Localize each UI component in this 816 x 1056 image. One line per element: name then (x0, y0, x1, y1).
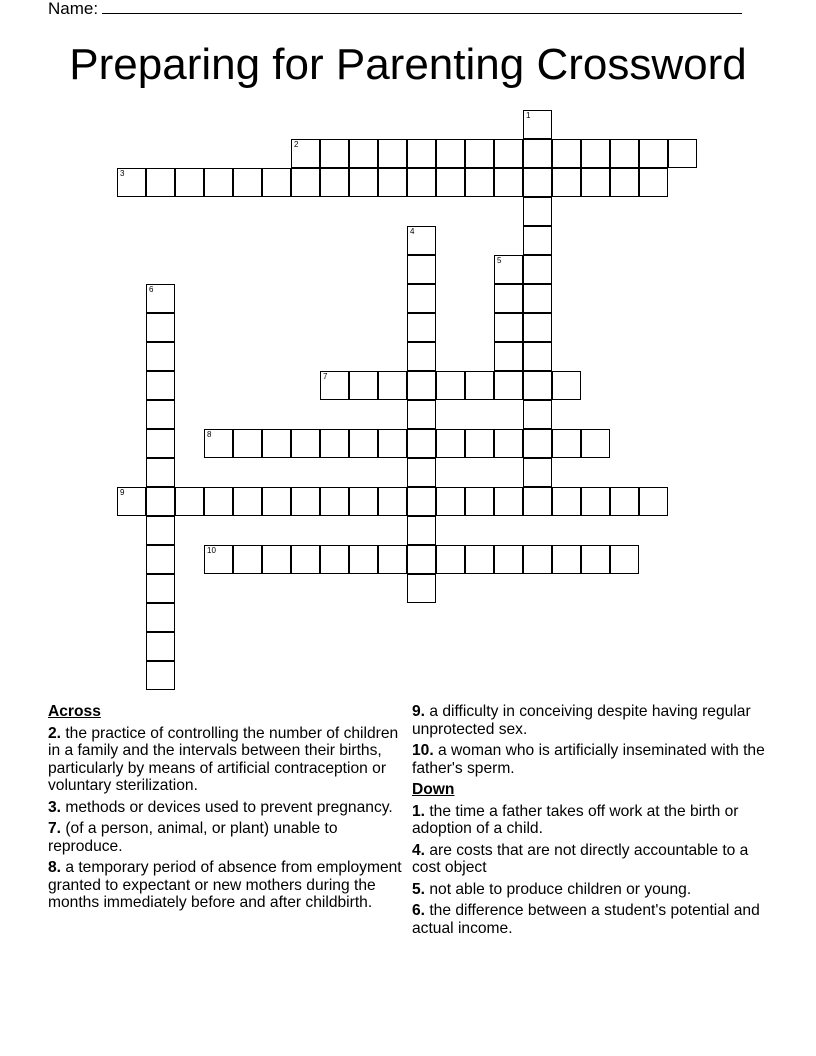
crossword-cell[interactable] (436, 168, 465, 197)
cell-number: 1 (526, 111, 531, 120)
name-label: Name: (48, 0, 99, 18)
crossword-cell[interactable] (494, 342, 523, 371)
crossword-cell[interactable] (552, 168, 581, 197)
crossword-cell[interactable] (552, 545, 581, 574)
crossword-cell[interactable] (407, 400, 436, 429)
clue-number: 3. (48, 798, 62, 816)
crossword-cell[interactable] (378, 371, 407, 400)
crossword-cell[interactable] (407, 458, 436, 487)
crossword-cell[interactable] (436, 429, 465, 458)
across-clue (412, 742, 772, 777)
clue-text: methods or devices used to prevent pregnancy. (61, 798, 393, 816)
across-clue (48, 820, 408, 855)
crossword-cell[interactable] (407, 545, 436, 574)
crossword-cell[interactable] (610, 139, 639, 168)
across-clue (48, 725, 408, 795)
crossword-cell[interactable] (378, 487, 407, 516)
cell-number: 4 (410, 227, 415, 236)
crossword-cell[interactable] (204, 545, 233, 574)
clue-text: not able to produce children or young. (425, 880, 692, 898)
clue-text: the time a father takes off work at the birth or adoption of a child. (412, 802, 739, 837)
crossword-cell[interactable] (320, 371, 349, 400)
crossword-cell[interactable] (494, 429, 523, 458)
crossword-cell[interactable] (581, 545, 610, 574)
crossword-cell[interactable] (378, 429, 407, 458)
crossword-cell[interactable] (146, 400, 175, 429)
crossword-cell[interactable] (378, 545, 407, 574)
across-heading: Across (48, 703, 101, 720)
crossword-cell[interactable] (146, 632, 175, 661)
crossword-cell[interactable] (175, 168, 204, 197)
crossword-cell[interactable] (349, 487, 378, 516)
crossword-cell[interactable] (407, 313, 436, 342)
name-blank-line[interactable] (102, 0, 742, 14)
crossword-cell[interactable] (523, 400, 552, 429)
clue-number: 7. (48, 820, 62, 837)
crossword-cell[interactable] (494, 487, 523, 516)
crossword-cell[interactable] (407, 226, 436, 255)
crossword-cell[interactable] (494, 139, 523, 168)
crossword-cell[interactable] (610, 168, 639, 197)
crossword-cell[interactable] (523, 168, 552, 197)
crossword-cell[interactable] (233, 545, 262, 574)
crossword-cell[interactable] (146, 661, 175, 690)
crossword-cell[interactable] (204, 487, 233, 516)
clue-text: the difference between a student's potential and actual income. (412, 902, 760, 937)
crossword-cell[interactable] (523, 139, 552, 168)
clue-text: a temporary period of absence from employment granted to expectant or new mothers during the months immediately before and after childbirth. (48, 859, 402, 911)
down-clue (412, 881, 772, 899)
crossword-cell[interactable] (407, 487, 436, 516)
crossword-cell[interactable] (262, 487, 291, 516)
crossword-cell[interactable] (494, 371, 523, 400)
crossword-cell[interactable] (436, 545, 465, 574)
crossword-cell[interactable] (523, 342, 552, 371)
cell-number: 6 (149, 285, 154, 294)
crossword-cell[interactable] (117, 168, 146, 197)
crossword-cell[interactable] (146, 371, 175, 400)
crossword-cell[interactable] (146, 545, 175, 574)
clue-number: 6. (412, 902, 426, 919)
crossword-cell[interactable] (146, 574, 175, 603)
crossword-cell[interactable] (465, 429, 494, 458)
crossword-cell[interactable] (146, 487, 175, 516)
crossword-cell[interactable] (320, 545, 349, 574)
crossword-cell[interactable] (523, 197, 552, 226)
clue-number: 10. (412, 742, 434, 759)
cell-number: 5 (497, 256, 502, 265)
crossword-cell[interactable] (320, 168, 349, 197)
cell-number: 10 (207, 546, 216, 555)
crossword-cell[interactable] (465, 487, 494, 516)
crossword-cell[interactable] (407, 516, 436, 545)
crossword-cell[interactable] (465, 168, 494, 197)
crossword-cell[interactable] (262, 545, 291, 574)
crossword-cell[interactable] (291, 487, 320, 516)
crossword-cell[interactable] (349, 429, 378, 458)
crossword-cell[interactable] (523, 545, 552, 574)
crossword-cell[interactable] (610, 487, 639, 516)
crossword-cell[interactable] (407, 429, 436, 458)
crossword-cell[interactable] (117, 487, 146, 516)
crossword-cell[interactable] (407, 342, 436, 371)
crossword-cell[interactable] (233, 487, 262, 516)
crossword-cell[interactable] (146, 516, 175, 545)
crossword-cell[interactable] (465, 545, 494, 574)
crossword-cell[interactable] (668, 139, 697, 168)
crossword-cell[interactable] (436, 139, 465, 168)
crossword-cell[interactable] (204, 429, 233, 458)
crossword-cell[interactable] (407, 574, 436, 603)
clue-text: a woman who is artificially inseminated with the father's sperm. (412, 742, 765, 777)
clue-text: the practice of controlling the number of children in a family and the intervals between their births, particularly by means of artificial contraception or voluntary sterilization. (48, 724, 399, 794)
crossword-cell[interactable] (436, 371, 465, 400)
crossword-cell[interactable] (581, 168, 610, 197)
clue-number: 8. (48, 859, 62, 876)
crossword-cell[interactable] (146, 603, 175, 632)
cell-number: 2 (294, 140, 299, 149)
crossword-cell[interactable] (291, 545, 320, 574)
clue-text: (of a person, animal, or plant) unable to reproduce. (48, 820, 338, 855)
crossword-cell[interactable] (610, 545, 639, 574)
crossword-cell[interactable] (523, 371, 552, 400)
crossword-cell[interactable] (581, 139, 610, 168)
crossword-cell[interactable] (581, 429, 610, 458)
crossword-cell[interactable] (291, 139, 320, 168)
crossword-cell[interactable] (146, 458, 175, 487)
crossword-cell[interactable] (581, 487, 610, 516)
crossword-cell[interactable] (262, 168, 291, 197)
clues-left-column (48, 703, 408, 916)
crossword-cell[interactable] (523, 313, 552, 342)
crossword-cell[interactable] (204, 168, 233, 197)
crossword-cell[interactable] (552, 139, 581, 168)
down-clue (412, 842, 772, 877)
crossword-cell[interactable] (639, 139, 668, 168)
crossword-cell[interactable] (523, 284, 552, 313)
clue-number: 1. (412, 802, 426, 820)
crossword-cell[interactable] (349, 168, 378, 197)
crossword-cell[interactable] (320, 139, 349, 168)
crossword-cell[interactable] (146, 313, 175, 342)
clue-text: a difficulty in conceiving despite having regular unprotected sex. (412, 703, 751, 738)
clue-number: 9. (412, 703, 426, 720)
crossword-cell[interactable] (378, 139, 407, 168)
across-clue (412, 703, 772, 738)
crossword-cell[interactable] (523, 110, 552, 139)
crossword-cell[interactable] (523, 226, 552, 255)
crossword-cell[interactable] (291, 429, 320, 458)
across-clue (48, 859, 408, 912)
crossword-cell[interactable] (378, 168, 407, 197)
crossword-cell[interactable] (349, 371, 378, 400)
crossword-cell[interactable] (639, 487, 668, 516)
down-clue (412, 803, 772, 838)
crossword-cell[interactable] (233, 168, 262, 197)
crossword-cell[interactable] (552, 487, 581, 516)
crossword-cell[interactable] (407, 139, 436, 168)
crossword-cell[interactable] (262, 429, 291, 458)
crossword-cell[interactable] (407, 371, 436, 400)
clue-number: 5. (412, 880, 426, 898)
crossword-cell[interactable] (407, 168, 436, 197)
crossword-cell[interactable] (523, 429, 552, 458)
cell-number: 7 (323, 372, 328, 381)
crossword-cell[interactable] (233, 429, 262, 458)
name-field-label (48, 0, 742, 20)
down-clue (412, 902, 772, 937)
crossword-cell[interactable] (523, 458, 552, 487)
crossword-cell[interactable] (146, 342, 175, 371)
crossword-cell[interactable] (465, 139, 494, 168)
crossword-cell[interactable] (146, 284, 175, 313)
crossword-cell[interactable] (552, 371, 581, 400)
crossword-cell[interactable] (146, 168, 175, 197)
crossword-cell[interactable] (436, 487, 465, 516)
across-clue (48, 799, 408, 817)
crossword-cell[interactable] (494, 313, 523, 342)
clues-right-column (412, 703, 772, 941)
crossword-cell[interactable] (349, 545, 378, 574)
crossword-cell[interactable] (407, 284, 436, 313)
crossword-cell[interactable] (494, 255, 523, 284)
crossword-cell[interactable] (291, 168, 320, 197)
crossword-cell[interactable] (320, 429, 349, 458)
crossword-cell[interactable] (494, 284, 523, 313)
crossword-cell[interactable] (494, 545, 523, 574)
crossword-cell[interactable] (407, 255, 436, 284)
crossword-cell[interactable] (523, 255, 552, 284)
cell-number: 3 (120, 169, 125, 178)
crossword-cell[interactable] (494, 168, 523, 197)
clue-number: 4. (412, 841, 426, 859)
clue-text: are costs that are not directly accountable to a cost object (412, 841, 749, 876)
crossword-cell[interactable] (175, 487, 204, 516)
crossword-cell[interactable] (146, 429, 175, 458)
crossword-cell[interactable] (552, 429, 581, 458)
down-heading: Down (412, 781, 455, 798)
crossword-cell[interactable] (465, 371, 494, 400)
crossword-cell[interactable] (523, 487, 552, 516)
page-title: Preparing for Parenting Crossword (69, 40, 747, 89)
cell-number: 9 (120, 488, 125, 497)
crossword-cell[interactable] (639, 168, 668, 197)
cell-number: 8 (207, 430, 212, 439)
crossword-cell[interactable] (320, 487, 349, 516)
crossword-cell[interactable] (349, 139, 378, 168)
clue-number: 2. (48, 724, 62, 742)
